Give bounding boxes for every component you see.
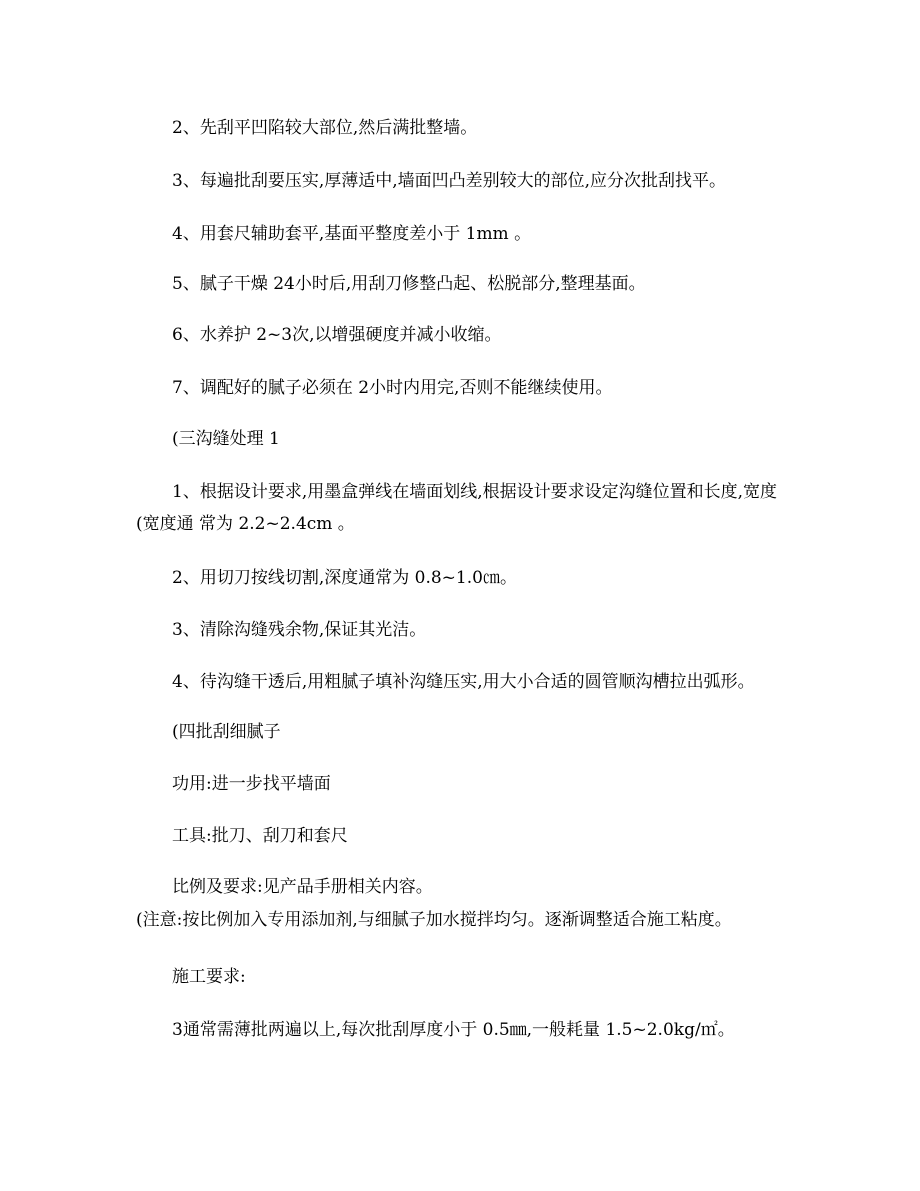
paragraph-construction-requirements: 施工要求:: [172, 967, 246, 987]
paragraph-step-3: 3、每遍批刮要压实,厚薄适中,墙面凹凸差别较大的部位,应分次批刮找平。: [172, 171, 727, 191]
paragraph-groove-step-3: 3、清除沟缝残余物,保证其光洁。: [172, 620, 427, 640]
paragraph-step-6: 6、水养护 2~3次,以增强硬度并减小收缩。: [172, 325, 502, 345]
section-heading-fine-putty: (四批刮细腻子: [172, 722, 281, 742]
paragraph-step-2: 2、先刮平凹陷较大部位,然后满批整墙。: [172, 118, 478, 138]
section-heading-grooving: (三沟缝处理 1: [172, 429, 280, 449]
paragraph-note: (注意:按比例加入专用添加剂,与细腻子加水搅拌均匀。逐渐调整适合施工粘度。: [136, 910, 732, 930]
paragraph-groove-step-1: 1、根据设计要求,用墨盒弹线在墙面划线,根据设计要求设定沟缝位置和长度,宽度(宽度通 常为 2.2~2.4cm 。: [136, 482, 778, 534]
paragraph-function: 功用:进一步找平墙面: [172, 774, 331, 794]
paragraph-groove-step-4: 4、待沟缝干透后,用粗腻子填补沟缝压实,用大小合适的圆管顺沟槽拉出弧形。: [172, 672, 755, 692]
paragraph-step-4: 4、用套尺辅助套平,基面平整度差小于 1mm 。: [172, 224, 532, 244]
paragraph-tools: 工具:批刀、刮刀和套尺: [172, 826, 348, 846]
paragraph-requirement-3: 3通常需薄批两遍以上,每次批刮厚度小于 0.5㎜,一般耗量 1.5~2.0kg/㎡。: [172, 1020, 735, 1040]
paragraph-groove-step-2: 2、用切刀按线切割,深度通常为 0.8~1.0㎝。: [172, 568, 517, 588]
paragraph-step-7: 7、调配好的腻子必须在 2小时内用完,否则不能继续使用。: [172, 378, 613, 398]
paragraph-step-5: 5、腻子干燥 24小时后,用刮刀修整凸起、松脱部分,整理基面。: [172, 274, 646, 294]
paragraph-ratio: 比例及要求:见产品手册相关内容。: [172, 877, 433, 897]
